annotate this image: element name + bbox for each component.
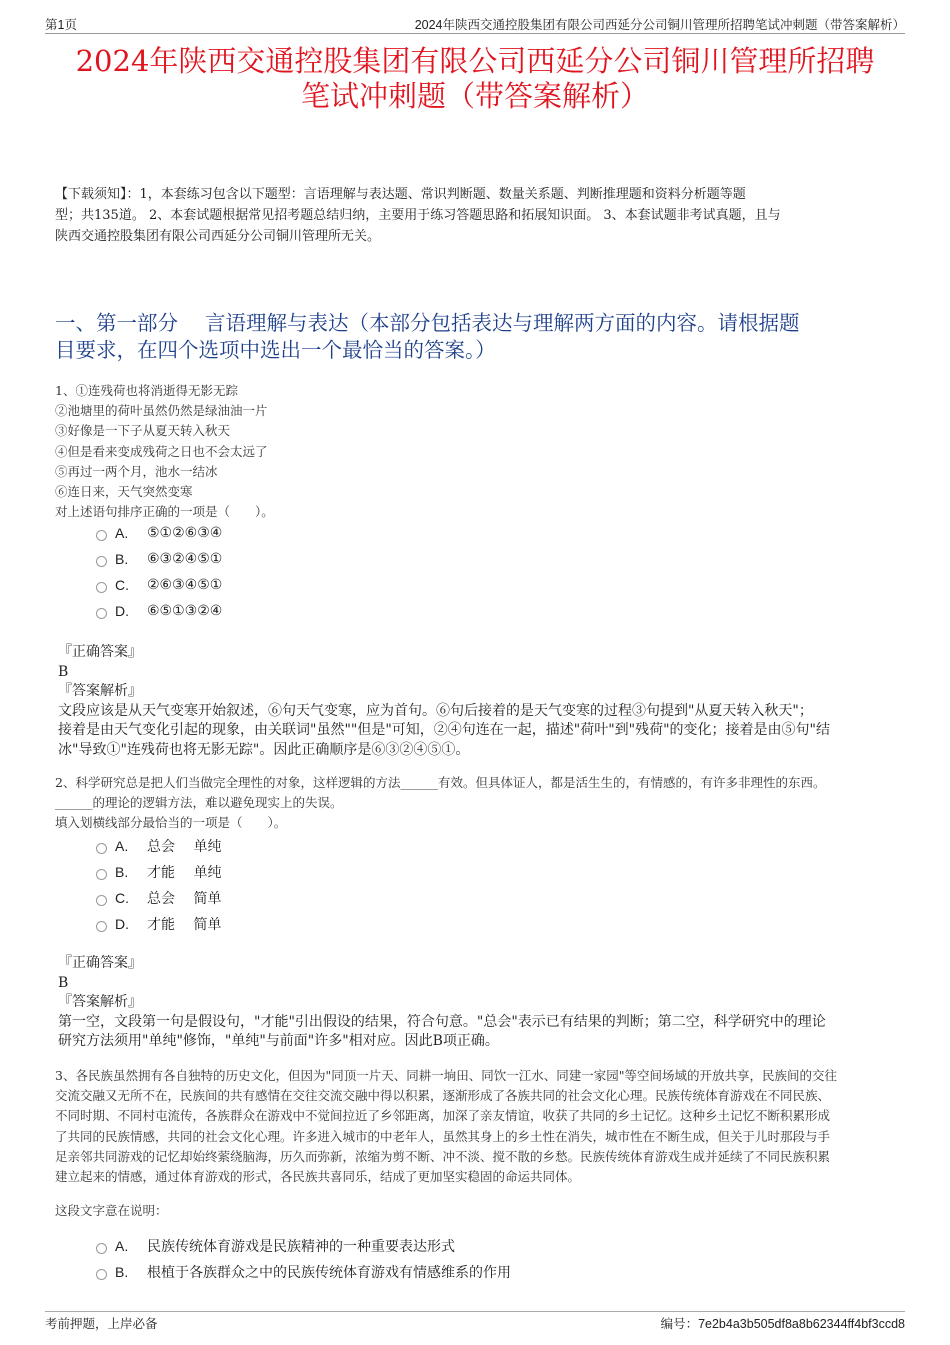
option-letter: A. — [115, 1238, 129, 1254]
title-line: 2024年陕西交通控股集团有限公司西延分公司铜川管理所招聘 — [75, 44, 875, 78]
option-letter: C. — [115, 890, 129, 906]
option-text: 总会 单纯 — [147, 839, 222, 855]
option-letter: D. — [115, 916, 129, 932]
question-line: 2、科学研究总是把人们当做完全理性的对象，这样逻辑的方法______有效。但具体证人，都是活生生的，有情感的，有许多非理性的东西。 — [55, 775, 826, 790]
question-line: ③好像是一下子从夏天转入秋天 — [55, 423, 231, 439]
radio-icon[interactable] — [96, 843, 107, 854]
radio-icon[interactable] — [96, 608, 107, 619]
option-text: 根植于各族群众之中的民族传统体育游戏有情感维系的作用 — [147, 1265, 511, 1281]
radio-icon[interactable] — [96, 556, 107, 567]
question-2 — [55, 773, 905, 834]
analysis-line: 文段应该是从天气变寒开始叙述，⑥句天气变寒，应为首句。⑥句后接着的是天气变寒的过程③句提到"从夏天转入秋天"； — [58, 702, 813, 719]
question-line: ______的理论的逻辑方法，难以避免现实上的失误。 — [55, 795, 343, 811]
answer-label: 『正确答案』 — [58, 955, 142, 971]
option-text: ②⑥③④⑤① — [147, 577, 223, 593]
analysis-line: 研究方法须用"单纯"修饰，"单纯"与前面"许多"相对应。因此B项正确。 — [58, 1033, 499, 1049]
notice-line: 型；共135道。 2、本套试题根据常见招考题总结归纳，主要用于练习答题思路和拓展知识面。 3、本套试题非考试真题，且与 — [55, 208, 781, 223]
notice-line: 陕西交通控股集团有限公司西延分公司铜川管理所无关。 — [55, 229, 381, 244]
option-text: ⑤①②⑥③④ — [147, 525, 223, 541]
q3-option-b[interactable] — [96, 1262, 511, 1282]
answer-label: 『正确答案』 — [58, 644, 142, 660]
q3-option-a[interactable] — [96, 1236, 455, 1256]
q2-option-d[interactable] — [96, 914, 221, 934]
radio-icon[interactable] — [96, 582, 107, 593]
question-line: 交流交融又无所不在，民族间的共有感情在交往交流交融中得以积累，逐渐形成了各族共同的社会文化心理。民族传统体育游戏在不同民族、 — [55, 1088, 831, 1104]
analysis-line: 冰"导致①"连残荷也将无影无踪"。因此正确顺序是⑥③②④⑤①。 — [58, 741, 470, 758]
q1-option-a[interactable] — [96, 525, 222, 541]
question-3-prompt: 这段文字意在说明： — [55, 1203, 168, 1218]
option-text: ⑥③②④⑤① — [147, 551, 223, 567]
question-line: ⑤再过一两个月，池水一结冰 — [55, 463, 218, 479]
q1-answer-block — [58, 643, 908, 760]
analysis-label: 『答案解析』 — [58, 994, 142, 1010]
option-text: ⑥⑤①③②④ — [147, 603, 223, 619]
radio-icon[interactable] — [96, 895, 107, 906]
radio-icon[interactable] — [96, 921, 107, 932]
question-line: ⑥连日来，天气突然变寒 — [55, 484, 193, 500]
section-heading — [55, 310, 900, 364]
option-letter: A. — [115, 525, 129, 541]
option-letter: A. — [115, 838, 129, 854]
question-line: 3、各民族虽然拥有各自独特的历史文化，但因为"同顶一片天、同耕一垧田、同饮一江水、同建一家园"等空间场域的开放共享，民族间的交往 — [55, 1068, 837, 1083]
question-line: ④但是看来变成残荷之日也不会太远了 — [55, 443, 268, 459]
footer-divider — [45, 1311, 905, 1312]
q2-option-b[interactable] — [96, 862, 221, 882]
download-notice — [55, 184, 905, 247]
radio-icon[interactable] — [96, 869, 107, 880]
document-title — [40, 44, 910, 114]
radio-icon[interactable] — [96, 1269, 107, 1280]
header-divider — [45, 33, 905, 34]
title-line: 笔试冲刺题（带答案解析） — [300, 79, 649, 113]
analysis-line: 第一空，文段第一句是假设句，"才能"引出假设的结果，符合句意。"总会"表示已有结果的判断；第二空，科学研究中的理论 — [58, 1013, 826, 1030]
question-line: 建立起来的情感，通过体育游戏的形式，各民族共喜同乐，结成了更加坚实稳固的命运共同体。 — [55, 1169, 581, 1185]
question-3 — [55, 1066, 905, 1187]
option-text: 才能 单纯 — [147, 865, 222, 881]
analysis-label: 『答案解析』 — [58, 683, 142, 699]
analysis-line: 接着是由天气变化引起的现象，由关联词"虽然""但是"可知，②④句连在一起，描述"荷叶"到"残荷"的变化；接着是由⑤句"结 — [58, 722, 830, 738]
option-letter: B. — [115, 864, 129, 880]
document-id: 编号：7e2b4a3b505df8a8b62344ff4bf3ccd8 — [660, 1317, 905, 1331]
q2-option-a[interactable] — [96, 836, 221, 856]
radio-icon[interactable] — [96, 530, 107, 541]
q2-answer-block — [58, 954, 908, 1052]
option-text: 民族传统体育游戏是民族精神的一种重要表达形式 — [147, 1239, 455, 1255]
option-letter: C. — [115, 577, 129, 593]
section-line: 目要求，在四个选项中选出一个最恰当的答案。） — [55, 338, 496, 362]
correct-answer: B — [58, 974, 69, 991]
page-number: 第1页 — [45, 18, 77, 32]
section-line: 一、第一部分 言语理解与表达（本部分包括表达与理解两方面的内容。请根据题 — [55, 311, 800, 335]
q1-option-d[interactable] — [96, 603, 222, 619]
q2-option-c[interactable] — [96, 888, 221, 908]
option-letter: B. — [115, 551, 129, 567]
q1-option-b[interactable] — [96, 551, 222, 567]
option-text: 总会 简单 — [147, 891, 222, 907]
question-line: 了共同的民族情感，共同的社会文化心理。许多进入城市的中老年人，虽然其身上的乡土性在消失，城市性在不断生成，但关于儿时那段与手 — [55, 1128, 831, 1144]
radio-icon[interactable] — [96, 1243, 107, 1254]
question-line: 不同时期、不同村屯流传，各族群众在游戏中不觉间拉近了乡邻距离，加深了亲友情谊，收获了共同的乡土记忆。这种乡土记忆不断积累形成 — [55, 1108, 831, 1124]
footer-slogan: 考前押题，上岸必备 — [45, 1317, 158, 1331]
question-1 — [55, 381, 905, 522]
question-line: ②池塘里的荷叶虽然仍然是绿油油一片 — [55, 403, 268, 419]
option-text: 才能 简单 — [147, 917, 222, 933]
option-letter: D. — [115, 603, 129, 619]
option-letter: B. — [115, 1264, 129, 1280]
question-line: 1、①连残荷也将消逝得无影无踪 — [55, 383, 238, 398]
correct-answer: B — [58, 663, 69, 680]
question-line: 填入划横线部分最恰当的一项是（ ）。 — [55, 815, 287, 831]
q1-option-c[interactable] — [96, 577, 222, 593]
header-title: 2024年陕西交通控股集团有限公司西延分公司铜川管理所招聘笔试冲刺题（带答案解析） — [414, 18, 905, 32]
notice-line: 【下载须知】：1，本套练习包含以下题型：言语理解与表达题、常识判断题、数量关系题、判断推理题和资料分析题等题 — [55, 187, 746, 202]
question-line: 足亲邻共同游戏的记忆却始终萦绕脑海，历久而弥新，浓缩为剪不断、冲不淡、搅不散的乡愁。民族传统体育游戏生成并延续了不同民族积累 — [55, 1148, 831, 1164]
question-line: 对上述语句排序正确的一项是（ ）。 — [55, 504, 274, 520]
